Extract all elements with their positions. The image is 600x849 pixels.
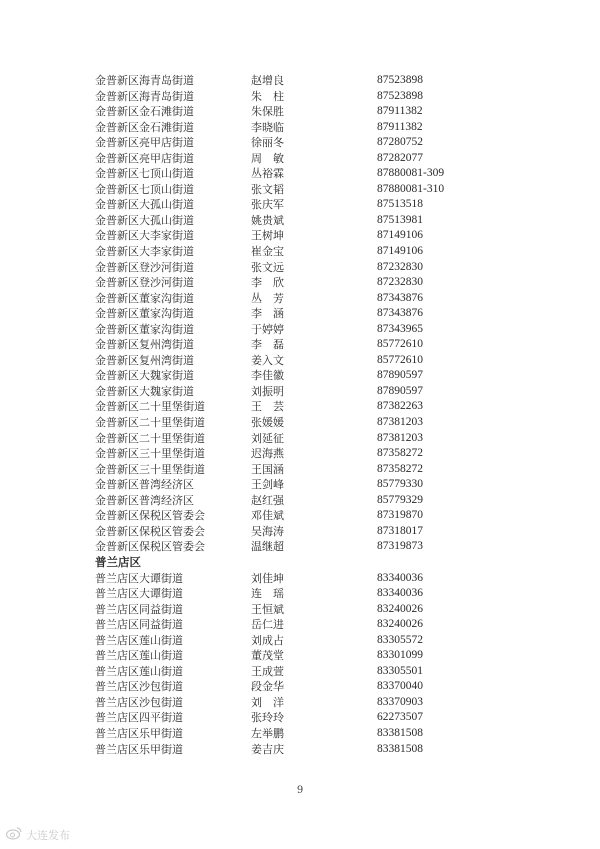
unit-name: 金普新区七顶山街道	[95, 167, 194, 181]
phone-number: 83381508	[377, 726, 423, 739]
unit-name: 金普新区大李家街道	[95, 229, 194, 243]
table-row	[0, 633, 600, 649]
unit-name: 金普新区登沙河街道	[95, 260, 194, 274]
phone-number: 87232830	[377, 276, 423, 289]
page-number: 9	[296, 785, 304, 796]
phone-number: 83305572	[377, 633, 423, 646]
phone-number: 83301099	[377, 649, 423, 662]
table-row	[0, 368, 600, 384]
contact-person: 王 芸	[251, 400, 284, 414]
unit-name: 普兰店区四平街道	[95, 711, 183, 725]
contact-person: 姚贵斌	[251, 213, 284, 227]
unit-name: 金普新区海青岛街道	[95, 74, 194, 87]
phone-number: 85772610	[377, 338, 423, 351]
unit-name: 金普新区三十里堡街道	[95, 447, 205, 461]
phone-number: 87149106	[377, 229, 423, 242]
phone-number: 83240026	[377, 618, 423, 631]
unit-name: 金普新区登沙河街道	[95, 276, 194, 290]
phone-number: 87381203	[377, 431, 423, 444]
unit-name: 金普新区大孤山街道	[95, 213, 194, 227]
contact-person: 刘 洋	[251, 695, 284, 709]
phone-number: 87149106	[377, 245, 423, 258]
contact-person: 周 敏	[251, 151, 284, 165]
phone-number: 85772610	[377, 353, 423, 366]
contact-person: 崔金宝	[251, 245, 284, 259]
table-row	[0, 353, 600, 369]
unit-name: 普兰店区莲山街道	[95, 649, 183, 663]
phone-number: 87513981	[377, 213, 423, 226]
watermark-text: 大连发布	[26, 828, 70, 842]
phone-number: 83340036	[377, 587, 423, 600]
unit-name: 金普新区普湾经济区	[95, 493, 194, 507]
contact-person: 王树坤	[251, 229, 284, 243]
table-row	[0, 337, 600, 353]
phone-number: 87319870	[377, 509, 423, 522]
contact-person: 赵红强	[251, 493, 284, 507]
contact-person: 于婷婷	[251, 322, 284, 336]
contact-person: 张玲玲	[251, 711, 284, 725]
unit-name: 金普新区保税区管委会	[95, 509, 205, 523]
contact-person: 徐丽冬	[251, 136, 284, 150]
table-row	[0, 151, 600, 167]
table-row	[0, 89, 600, 105]
phone-number: 83370903	[377, 695, 423, 708]
contact-table	[0, 73, 600, 757]
phone-number: 87880081-310	[377, 182, 445, 195]
contact-person: 董茂堂	[251, 649, 284, 663]
phone-number: 83340036	[377, 571, 423, 584]
unit-name: 金普新区保税区管委会	[95, 540, 205, 554]
phone-number: 87890597	[377, 384, 423, 397]
unit-name: 金普新区大李家街道	[95, 245, 194, 259]
table-row	[0, 742, 600, 758]
phone-number: 87523898	[377, 89, 423, 102]
table-row	[0, 679, 600, 695]
contact-person: 丛 芳	[251, 291, 284, 305]
unit-name: 普兰店区沙包街道	[95, 680, 183, 694]
table-row	[0, 446, 600, 462]
unit-name: 普兰店区乐甲街道	[95, 742, 183, 756]
table-row	[0, 213, 600, 229]
table-row	[0, 244, 600, 260]
phone-number: 87513518	[377, 198, 423, 211]
unit-name: 金普新区董家沟街道	[95, 291, 194, 305]
contact-person: 岳仁进	[251, 618, 284, 632]
unit-name: 金普新区三十里堡街道	[95, 462, 205, 476]
table-row	[0, 617, 600, 633]
unit-name: 金普新区董家沟街道	[95, 322, 194, 336]
table-row	[0, 664, 600, 680]
table-row	[0, 695, 600, 711]
unit-name: 金普新区普湾经济区	[95, 478, 194, 492]
phone-number: 87911382	[377, 105, 423, 118]
contact-person: 李 磊	[251, 338, 284, 352]
phone-number: 87280752	[377, 136, 423, 149]
table-row	[0, 260, 600, 276]
contact-person: 朱 柱	[251, 89, 284, 103]
table-row	[0, 399, 600, 415]
phone-number: 87232830	[377, 260, 423, 273]
contact-person: 王恒斌	[251, 602, 284, 616]
phone-number: 85779329	[377, 493, 423, 506]
table-row	[0, 120, 600, 136]
unit-name: 金普新区二十里堡街道	[95, 400, 205, 414]
unit-name: 普兰店区同益街道	[95, 618, 183, 632]
table-row	[0, 322, 600, 338]
unit-name: 普兰店区沙包街道	[95, 695, 183, 709]
phone-number: 87382263	[377, 400, 423, 413]
contact-person: 姜入文	[251, 353, 284, 367]
table-row	[0, 539, 600, 555]
unit-name: 金普新区亮甲店街道	[95, 136, 194, 150]
contact-person: 张媛媛	[251, 416, 284, 430]
unit-name: 金普新区董家沟街道	[95, 307, 194, 321]
unit-name: 金普新区金石滩街道	[95, 120, 194, 134]
unit-name: 普兰店区莲山街道	[95, 633, 183, 647]
contact-person: 邓佳斌	[251, 509, 284, 523]
table-row	[0, 477, 600, 493]
contact-person: 刘佳坤	[251, 571, 284, 585]
table-row	[0, 182, 600, 198]
table-row	[0, 306, 600, 322]
unit-name: 金普新区大魏家街道	[95, 369, 194, 383]
phone-number: 87319873	[377, 540, 423, 553]
table-row	[0, 710, 600, 726]
contact-person: 王国涵	[251, 462, 284, 476]
phone-number: 87343876	[377, 291, 423, 304]
phone-number: 87911382	[377, 120, 423, 133]
phone-number: 83381508	[377, 742, 423, 755]
table-row	[0, 275, 600, 291]
phone-number: 83240026	[377, 602, 423, 615]
contact-person: 赵增良	[251, 74, 284, 87]
table-row	[0, 726, 600, 742]
contact-person: 李 欣	[251, 276, 284, 290]
table-row	[0, 415, 600, 431]
contact-person: 刘成占	[251, 633, 284, 647]
weibo-logo-icon	[6, 826, 22, 843]
contact-person: 左举鹏	[251, 726, 284, 740]
table-row	[0, 197, 600, 213]
table-row	[0, 384, 600, 400]
unit-name: 金普新区七顶山街道	[95, 182, 194, 196]
unit-name: 金普新区亮甲店街道	[95, 151, 194, 165]
phone-number: 87343876	[377, 307, 423, 320]
table-row	[0, 73, 600, 89]
phone-number: 87358272	[377, 462, 423, 475]
phone-number: 87523898	[377, 74, 423, 86]
contact-person: 王剑峰	[251, 478, 284, 492]
unit-name: 金普新区保税区管委会	[95, 524, 205, 538]
table-row	[0, 648, 600, 664]
contact-person: 丛裕霖	[251, 167, 284, 181]
contact-person: 朱保胜	[251, 105, 284, 119]
table-row	[0, 462, 600, 478]
contact-person: 王成萱	[251, 664, 284, 678]
contact-person: 迟海燕	[251, 447, 284, 461]
table-row	[0, 524, 600, 540]
table-row	[0, 291, 600, 307]
phone-number: 62273507	[377, 711, 423, 724]
contact-person: 张文韬	[251, 182, 284, 196]
contact-person: 吴海涛	[251, 524, 284, 538]
contact-person: 张文远	[251, 260, 284, 274]
contact-person: 刘延征	[251, 431, 284, 445]
contact-person: 李佳徽	[251, 369, 284, 383]
contact-person: 张庆军	[251, 198, 284, 212]
table-row	[0, 431, 600, 447]
contact-person: 温继超	[251, 540, 284, 554]
section-heading-row	[0, 555, 600, 571]
contact-person: 李晓临	[251, 120, 284, 134]
table-row	[0, 508, 600, 524]
watermark	[6, 826, 70, 843]
unit-name: 金普新区复州湾街道	[95, 338, 194, 352]
phone-number: 87343965	[377, 322, 423, 335]
unit-name: 金普新区复州湾街道	[95, 353, 194, 367]
unit-name: 普兰店区大谭街道	[95, 587, 183, 601]
phone-number: 87381203	[377, 416, 423, 429]
unit-name: 金普新区二十里堡街道	[95, 416, 205, 430]
unit-name: 金普新区大孤山街道	[95, 198, 194, 212]
table-row	[0, 493, 600, 509]
phone-number: 87318017	[377, 524, 423, 537]
unit-name: 普兰店区莲山街道	[95, 664, 183, 678]
unit-name: 普兰店区大谭街道	[95, 571, 183, 585]
phone-number: 83370040	[377, 680, 423, 693]
contact-person: 李 涵	[251, 307, 284, 321]
table-row	[0, 586, 600, 602]
unit-name: 金普新区二十里堡街道	[95, 431, 205, 445]
contact-person: 刘振明	[251, 384, 284, 398]
table-row	[0, 104, 600, 120]
unit-name: 普兰店区乐甲街道	[95, 726, 183, 740]
phone-number: 87358272	[377, 447, 423, 460]
section-heading: 普兰店区	[95, 554, 141, 569]
table-row	[0, 166, 600, 182]
phone-number: 87282077	[377, 151, 423, 164]
table-row	[0, 602, 600, 618]
phone-number: 87890597	[377, 369, 423, 382]
phone-number: 87880081-309	[377, 167, 445, 180]
table-row	[0, 228, 600, 244]
table-row	[0, 571, 600, 587]
unit-name: 金普新区金石滩街道	[95, 105, 194, 119]
phone-number: 85779330	[377, 478, 423, 491]
contact-person: 连 瑶	[251, 587, 284, 601]
unit-name: 金普新区大魏家街道	[95, 384, 194, 398]
phone-number: 83305501	[377, 664, 423, 677]
contact-person: 姜吉庆	[251, 742, 284, 756]
unit-name: 金普新区海青岛街道	[95, 89, 194, 103]
unit-name: 普兰店区同益街道	[95, 602, 183, 616]
table-row	[0, 135, 600, 151]
contact-person: 段金华	[251, 680, 284, 694]
